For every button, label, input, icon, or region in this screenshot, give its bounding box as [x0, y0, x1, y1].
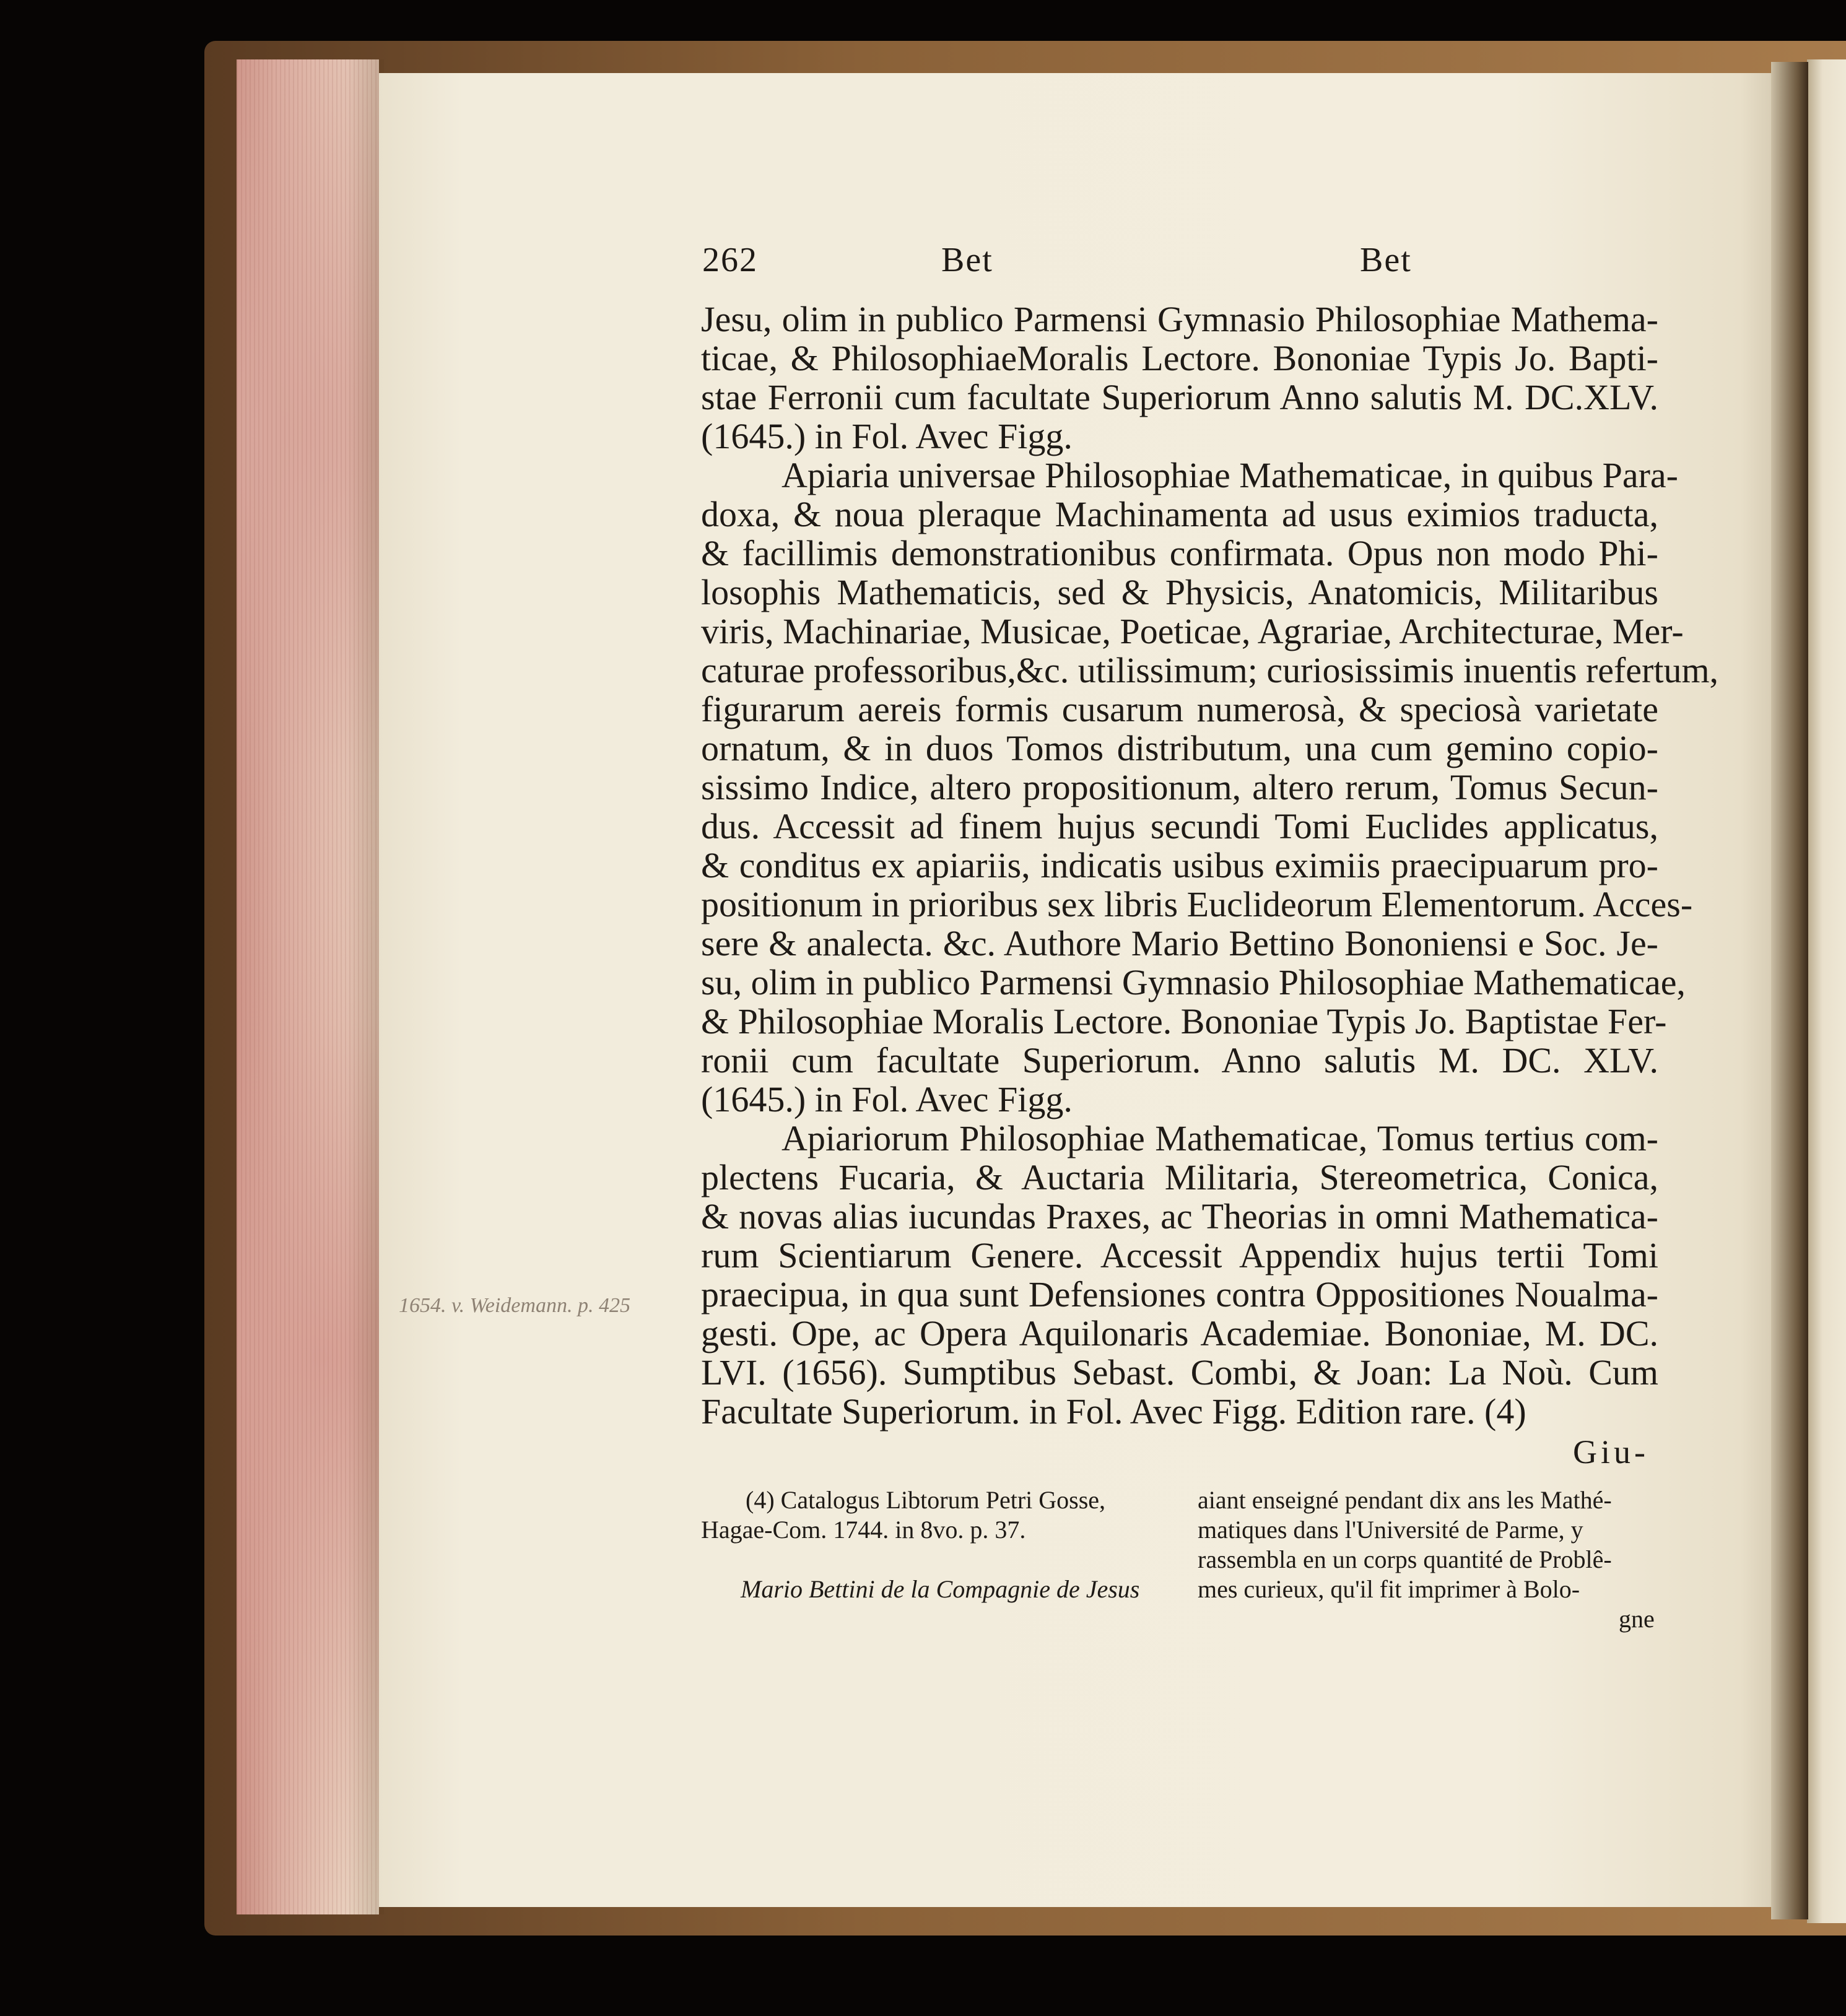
body-line: Apiariorum Philosophiae Mathematicae, Tomus tertius com-	[782, 1118, 1658, 1158]
body-line: sere & analecta. &c. Authore Mario Bettino Bononiensi e Soc. Je-	[701, 923, 1658, 963]
body-line: Apiaria universae Philosophiae Mathematicae, in quibus Para-	[782, 455, 1678, 495]
body-line: sissimo Indice, altero propositionum, altero rerum, Tomus Secun-	[701, 767, 1658, 807]
body-line: positionum in prioribus sex libris Euclideorum Elementorum. Acces-	[701, 884, 1693, 924]
body-line: Facultate Superiorum. in Fol. Avec Figg. Edition rare. (4)	[701, 1391, 1526, 1432]
body-line: gesti. Ope, ac Opera Aquilonaris Academiae. Bononiae, M. DC.	[701, 1313, 1658, 1353]
body-line: dus. Accessit ad finem hujus secundi Tomi Euclides applicatus,	[701, 806, 1658, 846]
footnote-line: aiant enseigné pendant dix ans les Mathé-	[1198, 1486, 1612, 1514]
footnote-line: (4) Catalogus Libtorum Petri Gosse,	[746, 1486, 1106, 1514]
footnote-line: mes curieux, qu'il fit imprimer à Bolo-	[1198, 1575, 1580, 1603]
body-line: & Philosophiae Moralis Lectore. Bononiae Typis Jo. Baptistae Fer-	[701, 1001, 1667, 1041]
body-line: (1645.) in Fol. Avec Figg.	[701, 1079, 1073, 1119]
body-line: caturae professoribus,&c. utilissimum; curiosissimis inuentis refertum,	[701, 650, 1719, 690]
body-line: (1645.) in Fol. Avec Figg.	[701, 416, 1073, 456]
body-line: LVI. (1656). Sumptibus Sebast. Combi, & Joan: La Noù. Cum	[701, 1352, 1658, 1393]
catchword: Giu-	[1573, 1433, 1649, 1471]
body-line: ticae, & PhilosophiaeMoralis Lectore. Bononiae Typis Jo. Bapti-	[701, 338, 1658, 378]
body-line: praecipua, in qua sunt Defensiones contra Oppositiones Noualma-	[701, 1274, 1658, 1314]
running-head-right: Bet	[1360, 241, 1412, 279]
footnote-line: gne	[1619, 1605, 1655, 1633]
body-line: su, olim in publico Parmensi Gymnasio Philosophiae Mathematicae,	[701, 962, 1686, 1002]
footnote-line: Hagae-Com. 1744. in 8vo. p. 37.	[701, 1516, 1026, 1544]
body-line: stae Ferronii cum facultate Superiorum Anno salutis M. DC.XLV.	[701, 377, 1658, 417]
body-line: rum Scientiarum Genere. Accessit Appendix hujus tertii Tomi	[701, 1235, 1658, 1275]
body-line: ornatum, & in duos Tomos distributum, una cum gemino copio-	[701, 728, 1658, 768]
body-line: figurarum aereis formis cusarum numerosà, & speciosà varietate	[701, 689, 1658, 729]
book-gutter	[1771, 62, 1808, 1919]
footnote-line: rassembla en un corps quantité de Problê-	[1198, 1545, 1612, 1573]
facing-page	[1807, 59, 1846, 1923]
page-number: 262	[702, 241, 758, 279]
body-line: & novas alias iucundas Praxes, ac Theorias in omni Mathematica-	[701, 1196, 1658, 1236]
body-line: & facillimis demonstrationibus confirmata. Opus non modo Phi-	[701, 533, 1658, 573]
body-line: losophis Mathematicis, sed & Physicis, Anatomicis, Militaribus	[701, 572, 1658, 612]
body-line: viris, Machinariae, Musicae, Poeticae, Agrariae, Architecturae, Mer-	[701, 611, 1684, 651]
body-line: plectens Fucaria, & Auctaria Militaria, Stereometrica, Conica,	[701, 1157, 1658, 1197]
body-line: doxa, & noua pleraque Machinamenta ad usus eximios traducta,	[701, 494, 1658, 534]
body-line: Jesu, olim in publico Parmensi Gymnasio Philosophiae Mathema-	[701, 299, 1658, 339]
body-line: & conditus ex apiariis, indicatis usibus eximiis praecipuarum pro-	[701, 845, 1658, 885]
handwritten-margin-note: 1654. v. Weidemann. p. 425	[399, 1294, 630, 1317]
footnote-line: Mario Bettini de la Compagnie de Jesus	[741, 1575, 1140, 1603]
footnote-line: matiques dans l'Université de Parme, y	[1198, 1516, 1583, 1544]
page-edge-shadow	[347, 59, 384, 1914]
running-head-left: Bet	[941, 241, 993, 279]
body-line: ronii cum facultate Superiorum. Anno salutis M. DC. XLV.	[701, 1040, 1658, 1080]
